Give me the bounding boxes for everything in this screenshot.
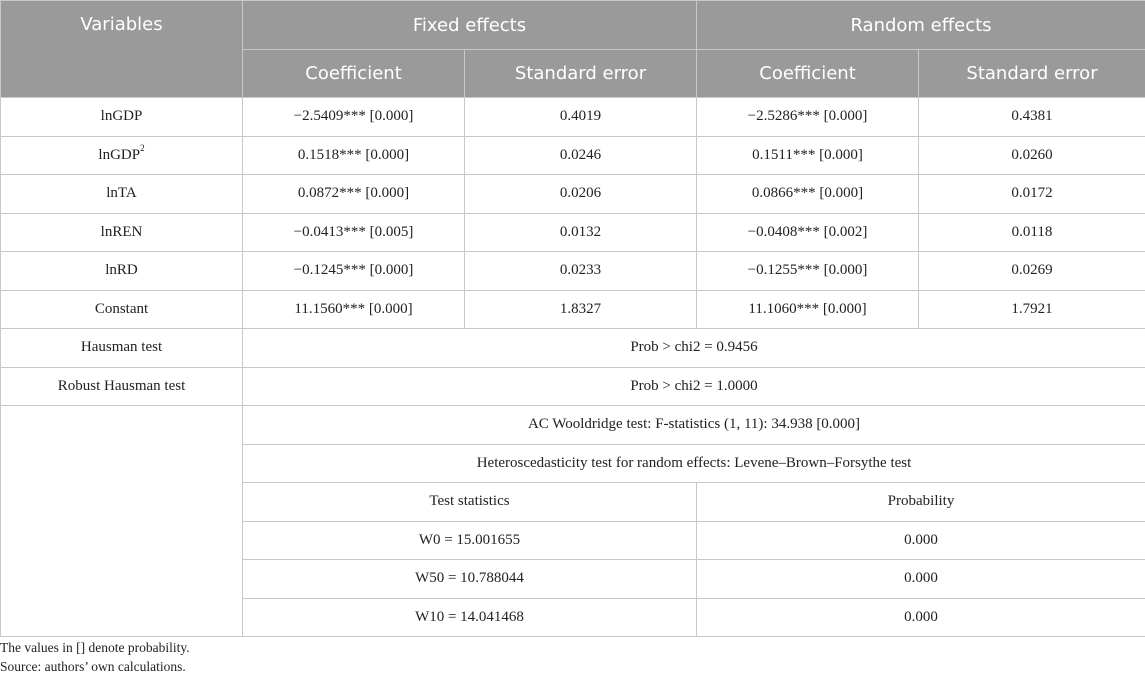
variable-cell: lnGDP$^2$ — [1, 136, 243, 175]
ac-wooldridge-cell: AC Wooldridge test: F-statistics (1, 11): 34.938 [0.000] — [243, 406, 1145, 445]
fe-coef-cell: 0.0872*** [0.000] — [243, 175, 465, 214]
re-se-cell: 0.0172 — [919, 175, 1145, 214]
fe-se-cell: 1.8327 — [465, 290, 697, 329]
re-coef-cell: −2.5286*** [0.000] — [697, 98, 919, 137]
hetero-title-cell: Heteroscedasticity test for random effects: Levene–Brown–Forsythe test — [243, 444, 1145, 483]
source-note: Source: authors’ own calculations. — [0, 659, 186, 674]
fixed-effects-header: Fixed effects — [243, 1, 697, 50]
hetero-stat-cell: W10 = 14.041468 — [243, 598, 697, 637]
superscript: 2 — [140, 142, 145, 153]
hetero-prob-cell: 0.000 — [697, 521, 1145, 560]
hausman-row — [1, 329, 1145, 368]
robust-hausman-row — [1, 367, 1145, 406]
probability-header: Probability — [697, 483, 1145, 522]
re-standard-error-header: Standard error — [919, 50, 1145, 98]
re-se-cell: 0.0260 — [919, 136, 1145, 175]
hetero-stat-cell: W50 = 10.788044 — [243, 560, 697, 599]
fe-coef-cell: −0.0413*** [0.005] — [243, 213, 465, 252]
table-notes — [0, 638, 190, 676]
variable-cell: lnRD — [1, 252, 243, 291]
re-coef-cell: −0.1255*** [0.000] — [697, 252, 919, 291]
variable-cell: lnREN — [1, 213, 243, 252]
re-se-cell: 0.4381 — [919, 98, 1145, 137]
hetero-prob-cell: 0.000 — [697, 560, 1145, 599]
variable-cell: Constant — [1, 290, 243, 329]
fe-se-cell: 0.0132 — [465, 213, 697, 252]
table-row — [1, 213, 1145, 252]
fe-coef-cell: −0.1245*** [0.000] — [243, 252, 465, 291]
test-statistics-header: Test statistics — [243, 483, 697, 522]
blank-cell — [1, 406, 243, 637]
re-coef-cell: 11.1060*** [0.000] — [697, 290, 919, 329]
robust-hausman-value: Prob > chi2 = 1.0000 — [243, 367, 1145, 406]
re-se-cell: 0.0269 — [919, 252, 1145, 291]
fe-standard-error-header: Standard error — [465, 50, 697, 98]
re-se-cell: 1.7921 — [919, 290, 1145, 329]
re-se-cell: 0.0118 — [919, 213, 1145, 252]
probability-note: The values in [] denote probability. — [0, 640, 190, 655]
variables-header: Variables — [1, 1, 243, 98]
fe-coef-cell: 11.1560*** [0.000] — [243, 290, 465, 329]
fe-se-cell: 0.0206 — [465, 175, 697, 214]
fe-coef-cell: 0.1518*** [0.000] — [243, 136, 465, 175]
re-coef-cell: −0.0408*** [0.002] — [697, 213, 919, 252]
ac-wooldridge-row — [1, 406, 1145, 445]
table-row — [1, 290, 1145, 329]
re-coef-cell: 0.0866*** [0.000] — [697, 175, 919, 214]
hetero-prob-cell: 0.000 — [697, 598, 1145, 637]
random-effects-header: Random effects — [697, 1, 1145, 50]
variable-cell: lnGDP — [1, 98, 243, 137]
fe-se-cell: 0.0246 — [465, 136, 697, 175]
re-coefficient-header: Coefficient — [697, 50, 919, 98]
robust-hausman-label: Robust Hausman test — [1, 367, 243, 406]
fe-coefficient-header: Coefficient — [243, 50, 465, 98]
fe-se-cell: 0.0233 — [465, 252, 697, 291]
table-row — [1, 252, 1145, 291]
hausman-value: Prob > chi2 = 0.9456 — [243, 329, 1145, 368]
variable-cell: lnTA — [1, 175, 243, 214]
table-row — [1, 98, 1145, 137]
table-row — [1, 175, 1145, 214]
hausman-label: Hausman test — [1, 329, 243, 368]
table-row — [1, 136, 1145, 175]
hetero-stat-cell: W0 = 15.001655 — [243, 521, 697, 560]
header-row-top — [1, 1, 1145, 50]
fe-se-cell: 0.4019 — [465, 98, 697, 137]
fe-coef-cell: −2.5409*** [0.000] — [243, 98, 465, 137]
re-coef-cell: 0.1511*** [0.000] — [697, 136, 919, 175]
